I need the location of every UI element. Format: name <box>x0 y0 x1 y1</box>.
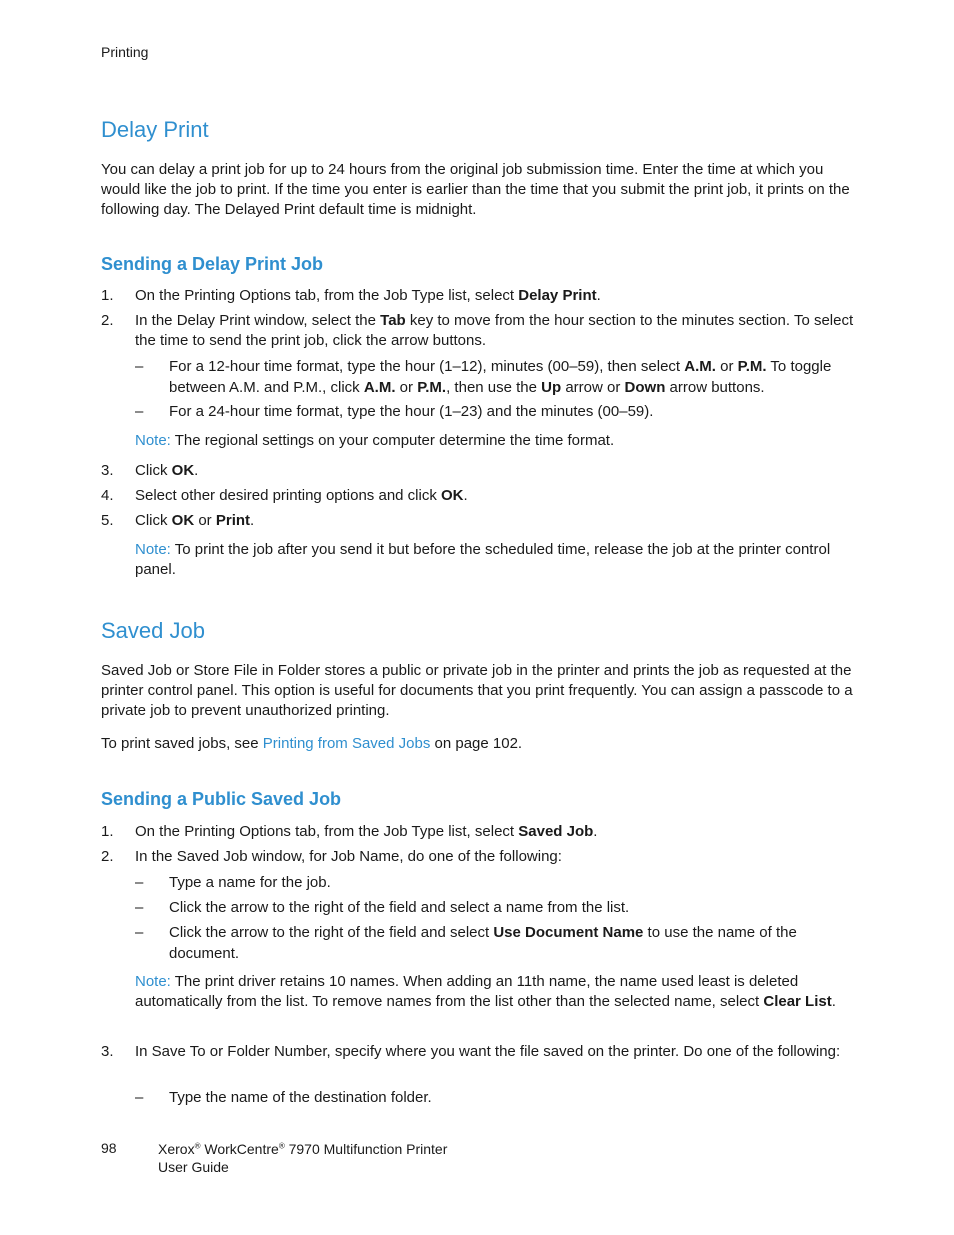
list-subitem: – Click the arrow to the right of the field and select Use Document Name to use the name of the document. <box>135 924 797 962</box>
page-number: 98 <box>101 1140 117 1156</box>
list-item: 4. Select other desired printing options and click OK. <box>101 487 468 504</box>
subsection-title-sending-public-saved-job: Sending a Public Saved Job <box>101 789 342 809</box>
note-label: Note: <box>135 432 171 449</box>
note-label: Note: <box>135 973 171 990</box>
subsection-title-sending-delay-print: Sending a Delay Print Job <box>101 254 324 274</box>
list-item: 2. In the Delay Print window, select the Tab key to move from the hour section to the minutes section. To select the time to send the print job, click the arrow buttons. <box>101 312 854 349</box>
list-subitem: – Type the name of the destination folder. <box>135 1089 432 1106</box>
footer-guide: User Guide <box>158 1159 229 1175</box>
list-subitem: – Type a name for the job. <box>135 874 331 891</box>
note: Note: The print driver retains 10 names. When adding an 11th name, the name used least is deleted automatically from the list. To remove names from the list other than the selected name, select Clear List. <box>135 973 836 1010</box>
list-item: 2. In the Saved Job window, for Job Name, do one of the following: <box>101 848 562 865</box>
list-item: 3. In Save To or Folder Number, specify where you want the file saved on the printer. Do one of the following: <box>101 1043 841 1060</box>
list-subitem: – For a 24-hour time format, type the hour (1–23) and the minutes (00–59). <box>135 403 654 420</box>
printing-from-saved-jobs-link[interactable]: Printing from Saved Jobs <box>262 735 431 752</box>
list-item: 3. Click OK. <box>101 462 199 479</box>
list-subitem: – Click the arrow to the right of the field and select a name from the list. <box>135 899 630 916</box>
saved-job-xref: To print saved jobs, see Printing from Saved Jobs on page 102. <box>101 735 523 752</box>
section-title-saved-job: Saved Job <box>101 618 205 643</box>
list-item: 1. On the Printing Options tab, from the Job Type list, select Delay Print. <box>101 287 601 304</box>
delay-print-intro: You can delay a print job for up to 24 hours from the original job submission time. Enter the time at which you would like the job to print. If the time you enter is earlier than the time that you submit the print job, it prints on the following day. The Delayed Print default time is midnight. <box>101 161 850 218</box>
note-label: Note: <box>135 541 171 558</box>
list-item: 1. On the Printing Options tab, from the Job Type list, select Saved Job. <box>101 823 598 840</box>
list-item: 5. Click OK or Print. <box>101 512 255 529</box>
list-subitem: – For a 12-hour time format, type the hour (1–12), minutes (00–59), then select A.M. or P.M. To toggle between A.M. and P.M., click A.M. or P.M., then use the Up arrow or Down arrow buttons. <box>135 358 832 396</box>
note: Note: The regional settings on your computer determine the time format. <box>135 432 615 449</box>
footer-product: Xerox® WorkCentre® 7970 Multifunction Printer User Guide <box>158 1141 448 1175</box>
section-title-delay-print: Delay Print <box>101 117 209 142</box>
running-head: Printing <box>101 44 149 60</box>
saved-job-intro: Saved Job or Store File in Folder stores a public or private job in the printer and prints the job as requested at the printer control panel. This option is useful for documents that you print frequently. You can assign a passcode to a private job to prevent unauthorized printing. <box>101 662 853 719</box>
note: Note: To print the job after you send it but before the scheduled time, release the job at the printer control panel. <box>135 541 831 578</box>
